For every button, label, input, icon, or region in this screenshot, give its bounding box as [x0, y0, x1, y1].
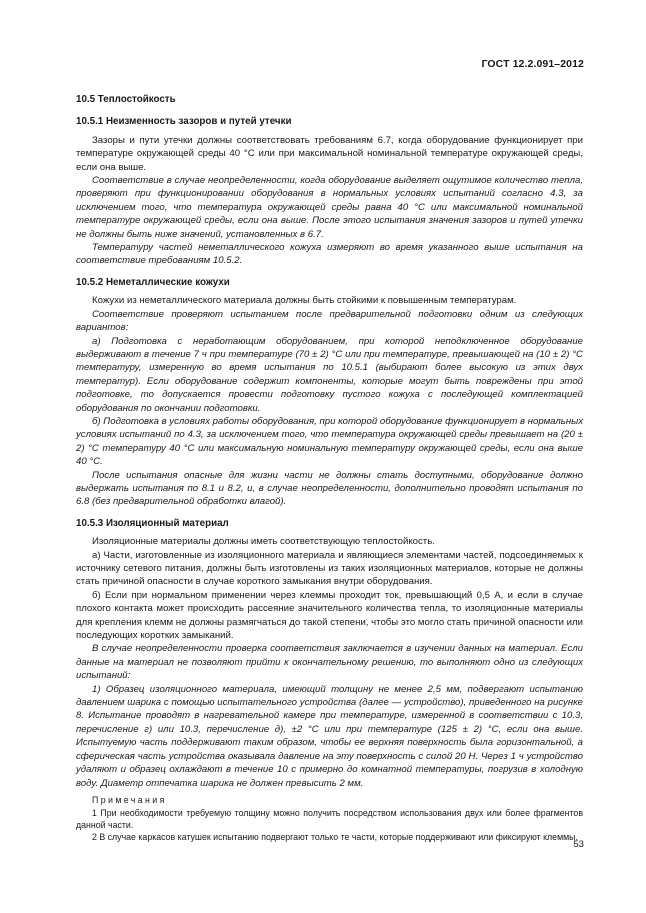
paragraph: Кожухи из неметаллического материала должны быть стойкими к повышенным температурам.	[92, 295, 517, 307]
paragraph-test-1: 1) Образец изоляционного материала, имеющий толщину не менее 2,5 мм, подвергают испытанию давлением шарика с помощью испытательного устройства (далее — устройство), приведенного на рисунке 8. Испытание проводят в нагревательной камере при температуре, измеренной в соответствии с 10.3, перечисление г) или 10.3, перечисление д), ±2 °С или при температуре (125 ± 2) °С, если она выше. Испытуемую часть поддерживают таким образом, чтобы ее верхняя поверхность была горизонтальной, а сферическая часть устройства оказывала давление на эту поверхность с силой 20 Н. Через 1 ч устройство удаляют и образец охлаждают в течение 10 с примерно до комнатной температуры, погрузив в холодную воду. Диаметр отпечатка шарика не должен превысить 2 мм.	[76, 683, 583, 789]
notes-heading: Примечания	[92, 794, 167, 805]
document-standard-header: ГОСТ 12.2.091–2012	[481, 58, 584, 70]
page-number: 53	[573, 839, 584, 850]
list-item-a: а) Части, изготовленные из изоляционного материала и являющиеся элементами частей, подсоединяемых к источнику сетевого питания, должны быть изготовлены из таких изоляционных материалов, которые не должны стать причиной опасности в случае короткого замыкания внутри оборудования.	[76, 549, 583, 588]
list-item-a: а) Подготовка с неработающим оборудованием, при которой неподключенное оборудование выдерживают в течение 7 ч при температуре (70 ± 2) °С или при температуре, превышающей на (10 ± 2) °С температуру, измеренную во время испытания по 10.5.1 (выбирают более высокую из этих двух температур). Если оборудование содержит компоненты, которые могут быть повреждены при этой подготовке, то допускается провести подготовку пустого кожуха с последующей комплектацией оборудования по окончании подготовки.	[76, 335, 583, 414]
paragraph-compliance: Температуру частей неметаллического кожуха измеряют во время указанного выше испытания на соответствие требованиям 10.5.2.	[76, 242, 583, 267]
paragraph: Изоляционные материалы должны иметь соответствующую теплостойкость.	[92, 536, 435, 548]
section-10-5-title: 10.5 Теплостойкость	[76, 94, 176, 105]
list-item-b: б) Подготовка в условиях работы оборудования, при которой оборудование функционирует в нормальных условиях испытаний по 4.3, за исключением того, что температура окружающей среды превышает на (20 ± 2) °С температуру 40 °С или максимальную номинальную температуру окружающей среды, если она выше 40 °С.	[76, 415, 583, 468]
paragraph: Зазоры и пути утечки должны соответствовать требованиям 6.7, когда оборудование функционирует при температуре окружающей среды 40 °С или при максимальной номинальной температуре окружающей среды, если она выше.	[76, 134, 583, 173]
section-10-5-1-title: 10.5.1 Неизменность зазоров и путей утечки	[76, 116, 292, 128]
paragraph-compliance: Соответствие в случае неопределенности, когда оборудование выделяет ощутимое количество тепла, проверяют при функционировании оборудования в нормальных условиях испытаний согласно 4.3, за исключением того, что температура окружающей среды равна 40 °С или максимальной номинальной температуре окружающей среды, если она выше. После этого испытания значения зазоров и путей утечки не должны быть ниже значений, установленных в 6.7.	[76, 175, 583, 240]
paragraph-compliance: После испытания опасные для жизни части не должны стать доступными, оборудование должно выдержать испытания по 8.1 и 8.2, и, в случае неопределенности, дополнительно проводят испытания по 6.8 (без предварительной обработки влагой).	[76, 469, 583, 508]
paragraph-compliance: Соответствие проверяют испытанием после предварительной подготовки одним из следующих вариантов:	[76, 308, 583, 334]
section-10-5-3-title: 10.5.3 Изоляционный материал	[76, 517, 229, 529]
document-body	[76, 93, 583, 843]
list-item-b: б) Если при нормальном применении через клеммы проходит ток, превышающий 0,5 А, и если в случае плохого контакта может происходить рассеяние значительного количества тепла, то изоляционные материалы для крепления клемм не должны размягчаться до такой степени, чтобы это могло стать причиной опасности или последующих коротких замыканий.	[76, 589, 583, 642]
note-item: 1 При необходимости требуемую толщину можно получить посредством использования двух или более фрагментов данной части.	[76, 808, 583, 831]
paragraph-compliance: В случае неопределенности проверка соответствия заключается в изучении данных на материал. Если данные на материал не позволяют прийти к окончательному решению, то выполняют одно из следующих испытаний:	[76, 643, 583, 682]
section-10-5-2-title: 10.5.2 Неметаллические кожухи	[76, 276, 230, 288]
note-item: 2 В случае каркасов катушек испытанию подвергают только те части, которые поддерживают или фиксируют клеммы.	[92, 832, 578, 843]
